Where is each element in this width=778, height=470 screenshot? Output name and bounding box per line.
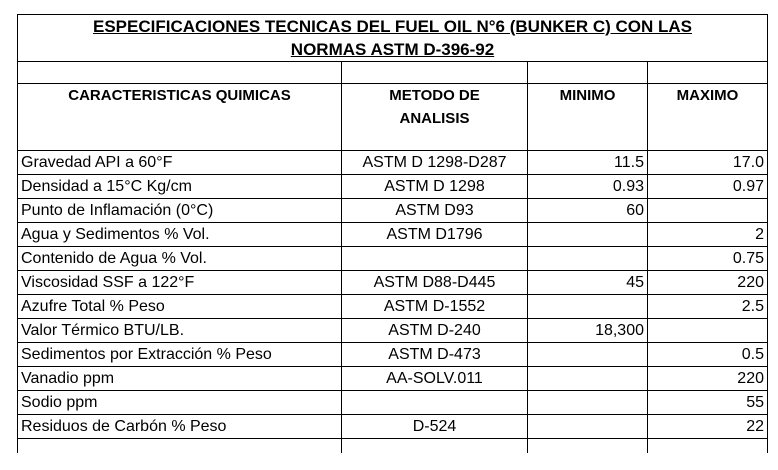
header-max: MAXIMO xyxy=(648,84,768,108)
table-row xyxy=(18,391,768,415)
table-row xyxy=(18,199,768,223)
table-row xyxy=(18,223,768,247)
table-row xyxy=(18,295,768,319)
param-cell[interactable]: Azufre Total % Peso xyxy=(18,295,342,319)
min-cell[interactable] xyxy=(528,223,648,247)
empty-cell[interactable] xyxy=(342,62,528,84)
method-cell[interactable]: ASTM D1796 xyxy=(342,223,528,247)
table-row xyxy=(18,151,768,175)
max-cell[interactable]: 2.5 xyxy=(648,295,768,319)
empty-cell[interactable] xyxy=(648,62,768,84)
min-cell[interactable]: 45 xyxy=(528,271,648,295)
method-cell[interactable] xyxy=(342,247,528,271)
min-cell[interactable] xyxy=(528,391,648,415)
empty-cell[interactable] xyxy=(18,62,342,84)
min-cell[interactable]: 11.5 xyxy=(528,151,648,175)
max-cell[interactable]: 22 xyxy=(648,415,768,439)
max-cell[interactable]: 0.97 xyxy=(648,175,768,199)
table-row xyxy=(18,415,768,439)
table-row xyxy=(18,175,768,199)
max-cell[interactable]: 0.5 xyxy=(648,343,768,367)
min-cell[interactable] xyxy=(528,343,648,367)
method-cell[interactable]: ASTM D-240 xyxy=(342,319,528,343)
min-cell[interactable] xyxy=(528,295,648,319)
param-cell[interactable]: Punto de Inflamación (0°C) xyxy=(18,199,342,223)
empty-cell[interactable] xyxy=(528,130,648,151)
method-cell[interactable]: ASTM D 1298 xyxy=(342,175,528,199)
max-cell[interactable] xyxy=(648,319,768,343)
method-cell[interactable]: ASTM D93 xyxy=(342,199,528,223)
param-cell[interactable]: Sedimentos por Extracción % Peso xyxy=(18,343,342,367)
table-title-line1: ESPECIFICACIONES TECNICAS DEL FUEL OIL N°6 (BUNKER C) CON LAS xyxy=(18,15,768,39)
table-row xyxy=(18,343,768,367)
empty-cell[interactable] xyxy=(528,62,648,84)
max-cell[interactable]: 17.0 xyxy=(648,151,768,175)
method-cell[interactable]: ASTM D 1298-D287 xyxy=(342,151,528,175)
min-cell[interactable] xyxy=(528,415,648,439)
empty-cell[interactable] xyxy=(342,439,528,454)
max-cell[interactable]: 0.75 xyxy=(648,247,768,271)
table-title-line2: NORMAS ASTM D-396-92 xyxy=(18,38,768,62)
specs-table xyxy=(17,14,768,453)
empty-cell[interactable] xyxy=(18,107,342,130)
max-cell[interactable]: 55 xyxy=(648,391,768,415)
table-row xyxy=(18,247,768,271)
table-row xyxy=(18,319,768,343)
header-min: MINIMO xyxy=(528,84,648,108)
empty-cell[interactable] xyxy=(648,439,768,454)
param-cell[interactable]: Agua y Sedimentos % Vol. xyxy=(18,223,342,247)
min-cell[interactable]: 0.93 xyxy=(528,175,648,199)
header-method-line2: ANALISIS xyxy=(342,107,528,130)
min-cell[interactable]: 60 xyxy=(528,199,648,223)
param-cell[interactable]: Gravedad API a 60°F xyxy=(18,151,342,175)
empty-cell[interactable] xyxy=(648,130,768,151)
table-row xyxy=(18,271,768,295)
method-cell[interactable]: ASTM D-473 xyxy=(342,343,528,367)
param-cell[interactable]: Valor Térmico BTU/LB. xyxy=(18,319,342,343)
param-cell[interactable]: Sodio ppm xyxy=(18,391,342,415)
param-cell[interactable]: Contenido de Agua % Vol. xyxy=(18,247,342,271)
param-cell[interactable]: Viscosidad SSF a 122°F xyxy=(18,271,342,295)
max-cell[interactable]: 2 xyxy=(648,223,768,247)
header-param: CARACTERISTICAS QUIMICAS xyxy=(18,84,342,108)
empty-cell[interactable] xyxy=(18,439,342,454)
max-cell[interactable]: 220 xyxy=(648,271,768,295)
min-cell[interactable]: 18,300 xyxy=(528,319,648,343)
param-cell[interactable]: Densidad a 15°C Kg/cm xyxy=(18,175,342,199)
method-cell[interactable]: D-524 xyxy=(342,415,528,439)
header-method-line1: METODO DE xyxy=(342,84,528,108)
param-cell[interactable]: Vanadio ppm xyxy=(18,367,342,391)
min-cell[interactable] xyxy=(528,367,648,391)
min-cell[interactable] xyxy=(528,247,648,271)
param-cell[interactable]: Residuos de Carbón % Peso xyxy=(18,415,342,439)
empty-cell[interactable] xyxy=(342,130,528,151)
method-cell[interactable]: ASTM D-1552 xyxy=(342,295,528,319)
method-cell[interactable]: AA-SOLV.011 xyxy=(342,367,528,391)
empty-cell[interactable] xyxy=(528,439,648,454)
max-cell[interactable]: 220 xyxy=(648,367,768,391)
empty-cell[interactable] xyxy=(528,107,648,130)
empty-cell[interactable] xyxy=(18,130,342,151)
method-cell[interactable]: ASTM D88-D445 xyxy=(342,271,528,295)
table-row xyxy=(18,367,768,391)
max-cell[interactable] xyxy=(648,199,768,223)
empty-cell[interactable] xyxy=(648,107,768,130)
method-cell[interactable] xyxy=(342,391,528,415)
